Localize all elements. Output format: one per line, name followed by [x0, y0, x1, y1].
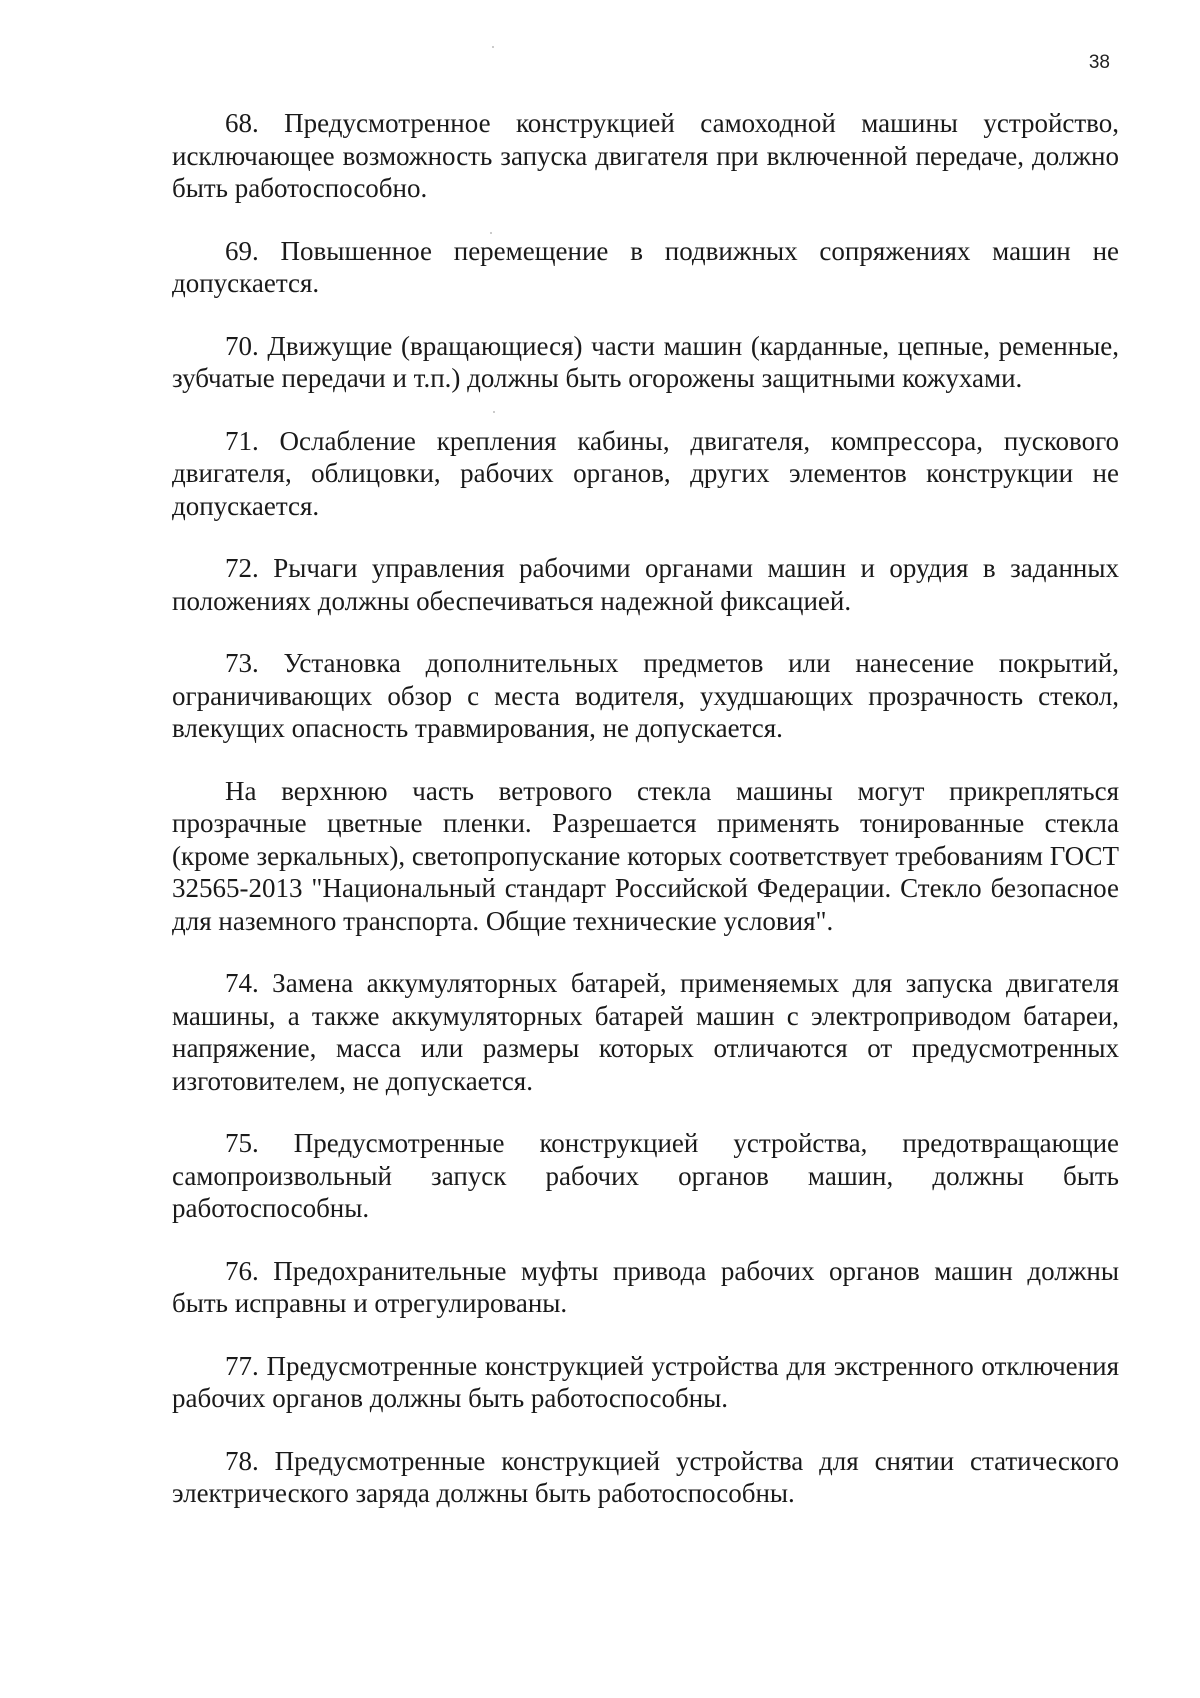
paragraph-78: 78. Предусмотренные конструкцией устройства для снятии статического электрического заряда должны быть работоспособны. — [172, 1445, 1119, 1508]
paragraph-69: 69. Повышенное перемещение в подвижных сопряжениях машин не допускается. — [172, 235, 1119, 298]
paragraph-73-tinted-glass: На верхнюю часть ветрового стекла машины могут прикрепляться прозрачные цветные пленки. Разрешается применять тонированные стекла (кроме зеркальных), светопропускание которых соответствует требованиям ГОСТ 32565-2013 "Национальный стандарт Российской Федерации. Стекло безопасное для наземного транспорта. Общие технические условия". — [172, 775, 1119, 936]
paragraph-74: 74. Замена аккумуляторных батарей, применяемых для запуска двигателя машины, а также аккумуляторных батарей машин с электроприводом батареи, напряжение, масса или размеры которых отличаются от предусмотренных изготовителем, не допускается. — [172, 968, 1119, 1096]
paragraph-70: 70. Движущие (вращающиеся) части машин (карданные, цепные, ременные, зубчатые передачи и т.п.) должны быть огорожены защитными кожухами. — [172, 330, 1119, 393]
paragraph-75: 75. Предусмотренные конструкцией устройства, предотвращающие самопроизвольный запуск рабочих органов машин, должны быть работоспособны. — [172, 1128, 1119, 1223]
document-body — [172, 107, 1119, 1540]
paragraph-73: 73. Установка дополнительных предметов или нанесение покрытий, ограничивающих обзор с места водителя, ухудшающих прозрачность стекол, влекущих опасность травмирования, не допускается. — [172, 648, 1119, 743]
paragraph-76: 76. Предохранительные муфты привода рабочих органов машин должны быть исправны и отрегулированы. — [172, 1255, 1119, 1318]
page-number: 38 — [1088, 52, 1110, 73]
scan-speck — [492, 46, 494, 48]
paragraph-77: 77. Предусмотренные конструкцией устройства для экстренного отключения рабочих органов должны быть работоспособны. — [172, 1350, 1119, 1413]
paragraph-68: 68. Предусмотренное конструкцией самоходной машины устройство, исключающее возможность запуска двигателя при включенной передаче, должно быть работоспособно. — [172, 108, 1119, 203]
paragraph-71: 71. Ослабление крепления кабины, двигателя, компрессора, пускового двигателя, облицовки, рабочих органов, других элементов конструкции не допускается. — [172, 425, 1119, 521]
paragraph-72: 72. Рычаги управления рабочими органами машин и орудия в заданных положениях должны обеспечиваться надежной фиксацией. — [172, 553, 1119, 616]
